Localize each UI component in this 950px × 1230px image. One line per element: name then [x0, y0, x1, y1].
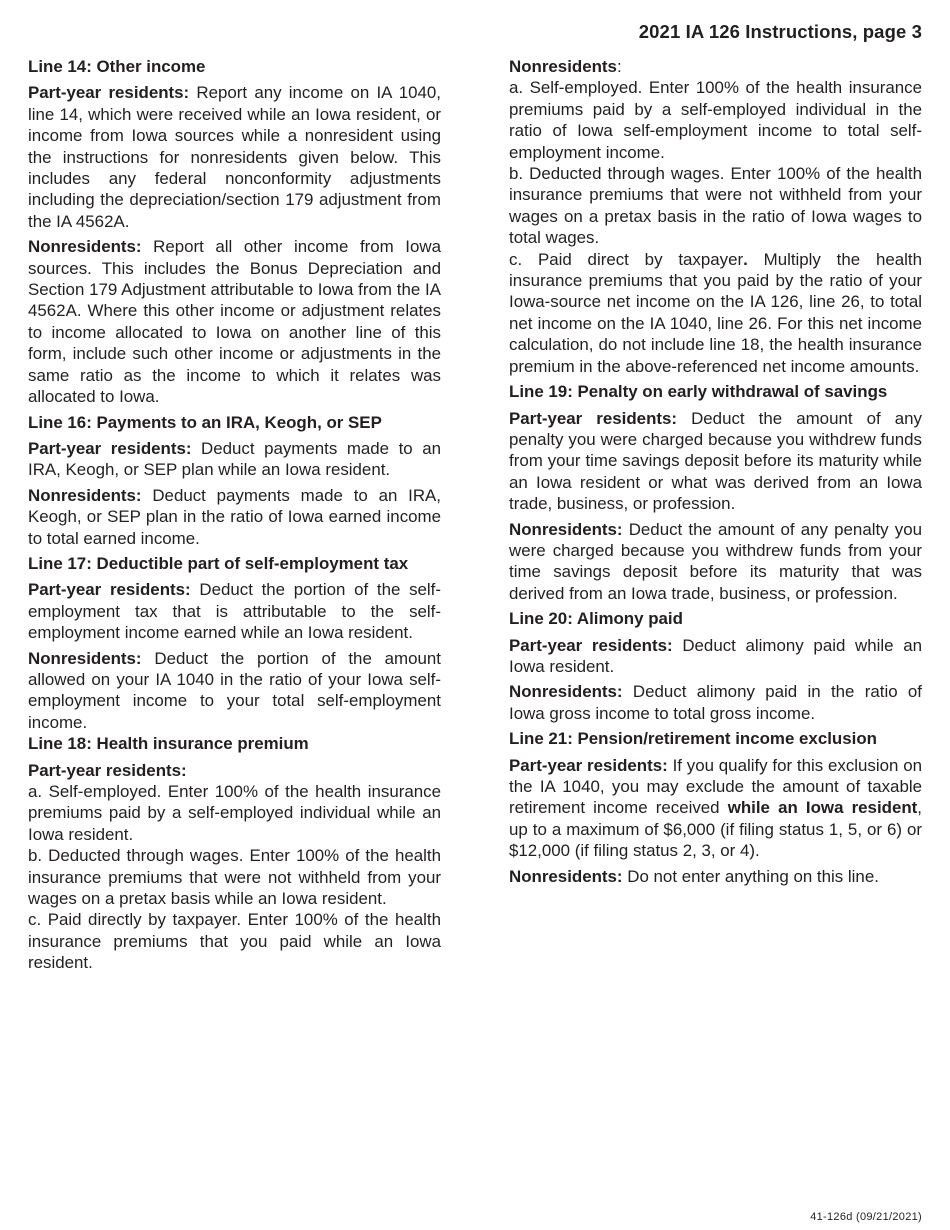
line21-heading: Line 21: Pension/retirement income exclusion: [509, 729, 877, 749]
label: Part-year residents:: [28, 438, 192, 458]
right-column: [509, 56, 922, 891]
emphasis: while an Iowa resident: [727, 798, 918, 818]
label: Nonresidents:: [509, 519, 623, 539]
line16-part-year: [28, 438, 441, 481]
line16-heading: Line 16: Payments to an IRA, Keogh, or SEP: [28, 412, 382, 432]
line18-item-b: b. Deducted through wages. Enter 100% of the health insurance premiums that were not withheld from your wages on a pretax basis while an Iowa resident.: [28, 846, 441, 909]
text: Deduct the portion of the self-employment tax that is attributable to the self-employment income earned while an Iowa resident.: [28, 580, 442, 643]
line18-nr-item-b: b. Deducted through wages. Enter 100% of the health insurance premiums that were not withheld from your wages on a pretax basis in the ratio of Iowa wages to total wages.: [509, 164, 922, 248]
text: Do not enter anything on this line.: [622, 866, 879, 886]
label: Nonresidents:: [509, 866, 623, 886]
text: Multiply the health insurance premiums that you paid by the ratio of your Iowa-source net income on the IA 126, line 26, to total net income on the IA 1040, line 26. For this net income calculation, do not include line 18, the health insurance premium in the above-referenced net income amounts.: [509, 249, 922, 376]
label: Part-year residents:: [28, 580, 191, 600]
line19-nonresident: [509, 519, 922, 605]
page-header: 2021 IA 126 Instructions, page 3: [638, 21, 922, 42]
colon: :: [616, 57, 622, 76]
line21-nonresident: [509, 866, 922, 887]
text: Deduct payments made to an IRA, Keogh, or SEP plan in the ratio of Iowa earned income to total earned income.: [28, 485, 441, 548]
text: Deduct the amount of any penalty you were charged because you withdrew funds from your time savings deposit before its maturity while an Iowa resident or what was derived from an Iowa trade, business, or profession.: [509, 408, 922, 514]
label: Nonresidents:: [509, 682, 623, 702]
label: Part-year residents:: [509, 408, 678, 428]
label: Part-year residents:: [509, 635, 673, 655]
text: , up to a maximum of $6,000 (if filing status 1, 5, or 6) or $12,000 (if filing status 2, 3, or 4).: [509, 798, 922, 861]
line14-nonresident: [28, 236, 441, 407]
line18-item-c: c. Paid directly by taxpayer. Enter 100% of the health insurance premiums that you paid while an Iowa resident.: [28, 910, 441, 973]
label: Part-year residents:: [509, 755, 668, 775]
line17-nonresident: [28, 648, 441, 734]
line14-heading: Line 14: Other income: [28, 57, 206, 76]
line17-part-year: [28, 579, 441, 643]
label: Nonresidents:: [28, 648, 142, 668]
line18-part-year-label: [28, 760, 441, 781]
text: Deduct the portion of the amount allowed on your IA 1040 in the ratio of your Iowa self-employment income to your total self-employment income.: [28, 648, 441, 732]
line18-nr-item-a: a. Self-employed. Enter 100% of the health insurance premiums paid by a self-employed individual in the ratio of Iowa self-employment income to total self-employment income.: [509, 78, 922, 162]
line18-nr-item-c: [509, 249, 922, 377]
line19-heading: Line 19: Penalty on early withdrawal of savings: [509, 382, 888, 402]
line21-part-year: [509, 755, 922, 862]
text: Report any income on IA 1040, line 14, which were received while an Iowa resident, or income from Iowa sources while a nonresident using the instructions for nonresidents given below. This includes any federal nonconformity adjustments including the depreciation/section 179 adjustment from the IA 4562A.: [28, 83, 441, 231]
label: Nonresidents:: [28, 237, 142, 257]
left-column: [28, 56, 441, 974]
dot: .: [743, 249, 748, 269]
label: Part-year residents:: [28, 760, 187, 780]
text: Deduct the amount of any penalty you were charged because you withdrew funds from your time savings deposit before its maturity that was derived from an Iowa trade, business, or profession.: [509, 519, 922, 603]
line20-heading: Line 20: Alimony paid: [509, 609, 683, 629]
label: Nonresidents:: [28, 485, 142, 505]
line16-nonresident: [28, 485, 441, 549]
text: Deduct payments made to an IRA, Keogh, or SEP plan while an Iowa resident.: [28, 438, 442, 480]
line14-part-year: [28, 82, 441, 232]
text: Report all other income from Iowa sources. This includes the Bonus Depreciation and Section 179 Adjustment attributable to Iowa from the IA 4562A. Where this other income or adjustment relates to income allocated to Iowa on another line of this form, include such other income or adjustments in the same ratio as the income to which it relates was allocated to Iowa.: [28, 237, 441, 407]
text: If you qualify for this exclusion on the IA 1040, you may exclude the amount of taxable retirement income received: [509, 755, 922, 818]
text: Deduct alimony paid in the ratio of Iowa gross income to total gross income.: [509, 682, 922, 723]
line18-nonresident-label: [509, 56, 922, 77]
line18-item-a: a. Self-employed. Enter 100% of the health insurance premiums paid by a self-employed individual while an Iowa resident.: [28, 782, 441, 844]
text: c. Paid direct by taxpayer: [509, 249, 744, 269]
label: Nonresidents: [509, 57, 617, 76]
line19-part-year: [509, 408, 922, 515]
line17-heading: Line 17: Deductible part of self-employment tax: [28, 553, 409, 573]
label: Part-year residents:: [28, 83, 190, 103]
line20-part-year: [509, 635, 922, 678]
text: Deduct alimony paid while an Iowa resident.: [509, 635, 922, 676]
line18-heading: Line 18: Health insurance premium: [28, 734, 309, 754]
line20-nonresident: [509, 681, 922, 724]
form-id-footer: 41-126d (09/21/2021): [810, 1211, 922, 1223]
